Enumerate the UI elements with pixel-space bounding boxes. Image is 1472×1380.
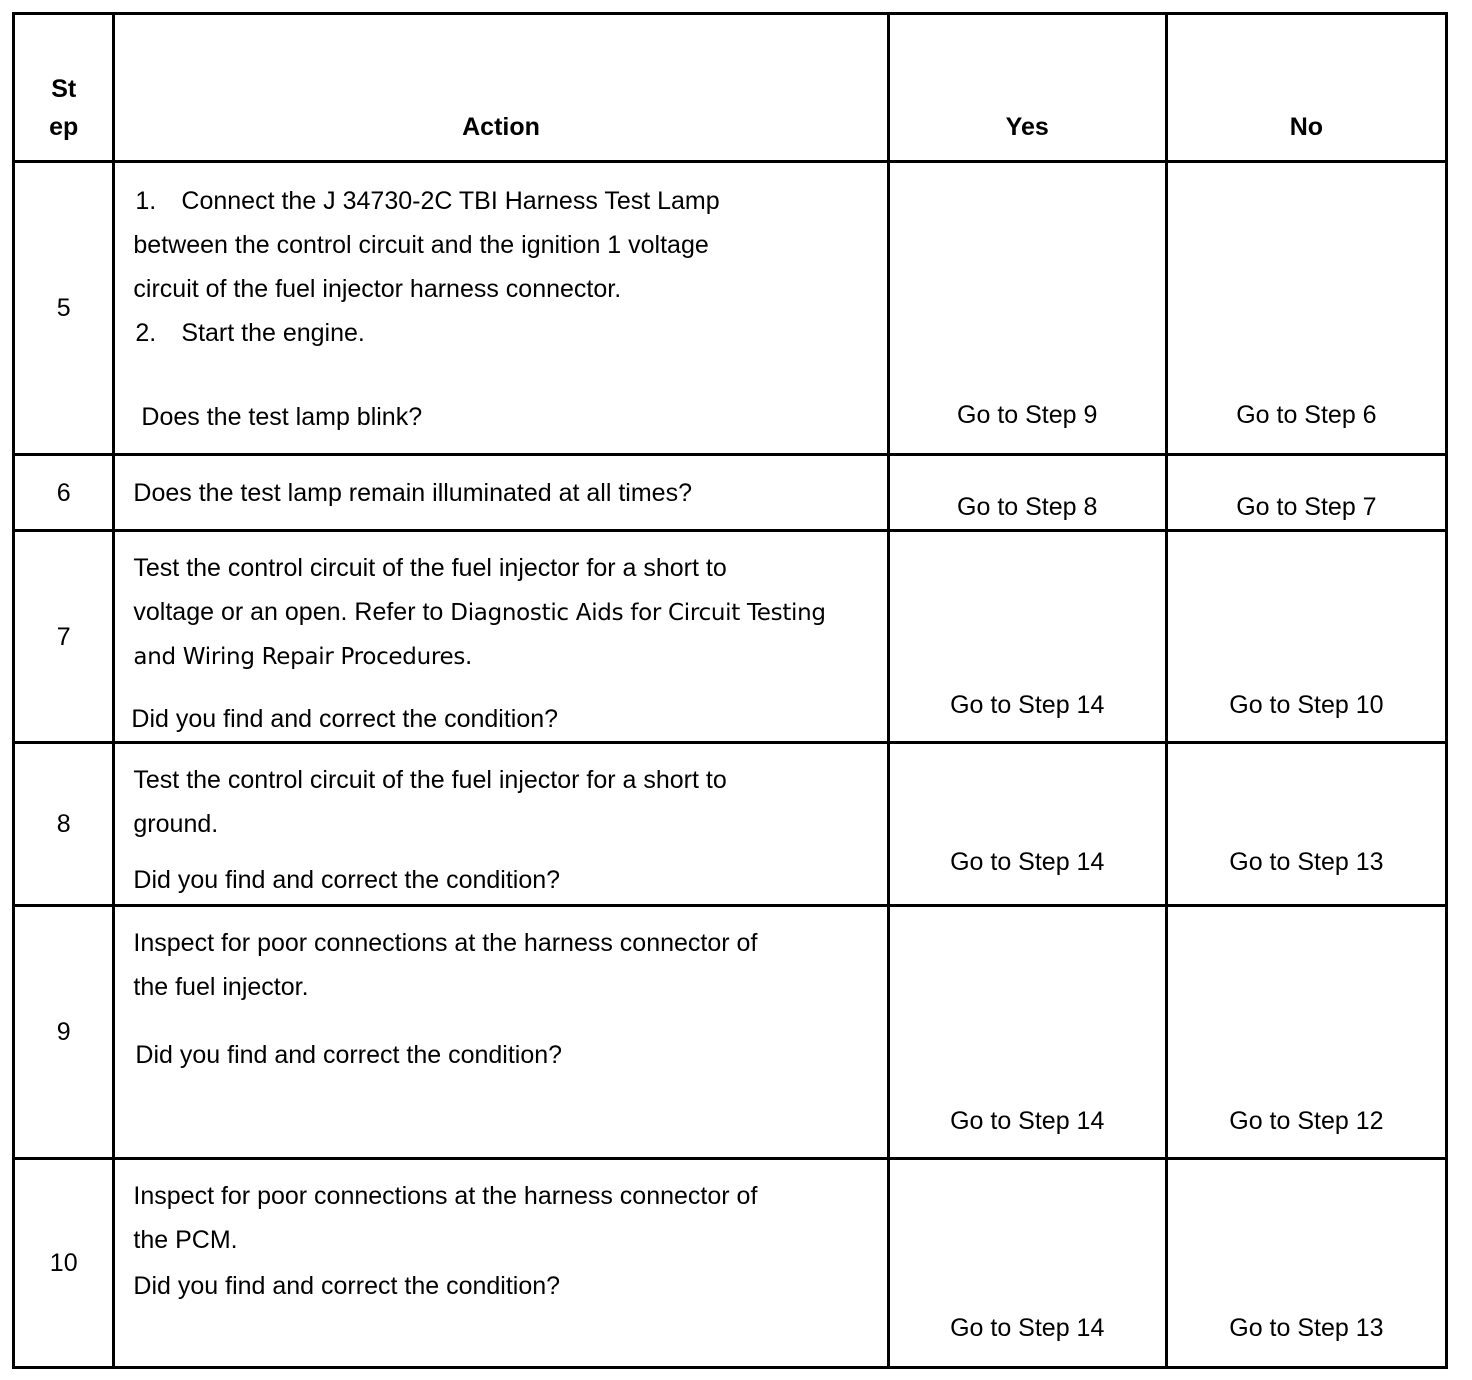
table-row [14,906,1447,1159]
action-question: Does the test lamp blink? [141,403,423,431]
no-result: Go to Step 10 [1166,531,1446,743]
step-number: 5 [14,162,114,455]
table-row [14,1159,1447,1368]
yes-result: Go to Step 8 [888,455,1166,531]
diagnostic-table [12,12,1448,1369]
action-question: Did you find and correct the condition? [135,1041,563,1069]
action-cell: Test the control circuit of the fuel injector for a short to ground. Did you find and correct the condition? [114,743,888,906]
yes-result: Go to Step 14 [888,906,1166,1159]
no-result: Go to Step 6 [1166,162,1446,455]
yes-result: Go to Step 14 [888,531,1166,743]
step-number: 6 [14,455,114,531]
action-cell [114,455,888,531]
action-cell [114,162,888,455]
no-result: Go to Step 13 [1166,1159,1446,1368]
yes-result: Go to Step 14 [888,1159,1166,1368]
action-question: Did you find and correct the condition? [133,1272,561,1300]
yes-result: Go to Step 14 [888,743,1166,906]
header-action: Action [114,14,888,162]
yes-result: Go to Step 9 [888,162,1166,455]
action-item: 2. Start the engine. [135,319,365,347]
no-result: Go to Step 7 [1166,455,1446,531]
step-number: 7 [14,531,114,743]
action-cell: Inspect for poor connections at the harness connector of the fuel injector. Did you find and correct the condition? [114,906,888,1159]
action-item: 1. Connect the J 34730-2C TBI Harness Test Lamp between the control circuit and the ignition 1 voltage circuit of the fuel injector harness connector. [133,187,720,303]
step-number: 9 [14,906,114,1159]
table-row [14,455,1447,531]
header-yes: Yes [888,14,1166,162]
step-number: 10 [14,1159,114,1368]
table-row [14,743,1447,906]
header-no: No [1166,14,1446,162]
no-result: Go to Step 13 [1166,743,1446,906]
table-row [14,531,1447,743]
table-row [14,162,1447,455]
action-question: Did you find and correct the condition? [133,866,561,894]
action-question: Did you find and correct the condition? [131,705,559,733]
no-result: Go to Step 12 [1166,906,1446,1159]
action-question: Does the test lamp remain illuminated at all times? [133,478,692,507]
action-cell: Test the control circuit of the fuel injector for a short to voltage or an open. Refer to Diagnostic Aids for Circuit Testing and Wiring Repair Procedures. Did you find and correct the condition? [114,531,888,743]
header-step: St ep [14,14,114,162]
header-row [14,14,1447,162]
action-cell: Inspect for poor connections at the harness connector of the PCM. Did you find and correct the condition? [114,1159,888,1368]
step-number: 8 [14,743,114,906]
